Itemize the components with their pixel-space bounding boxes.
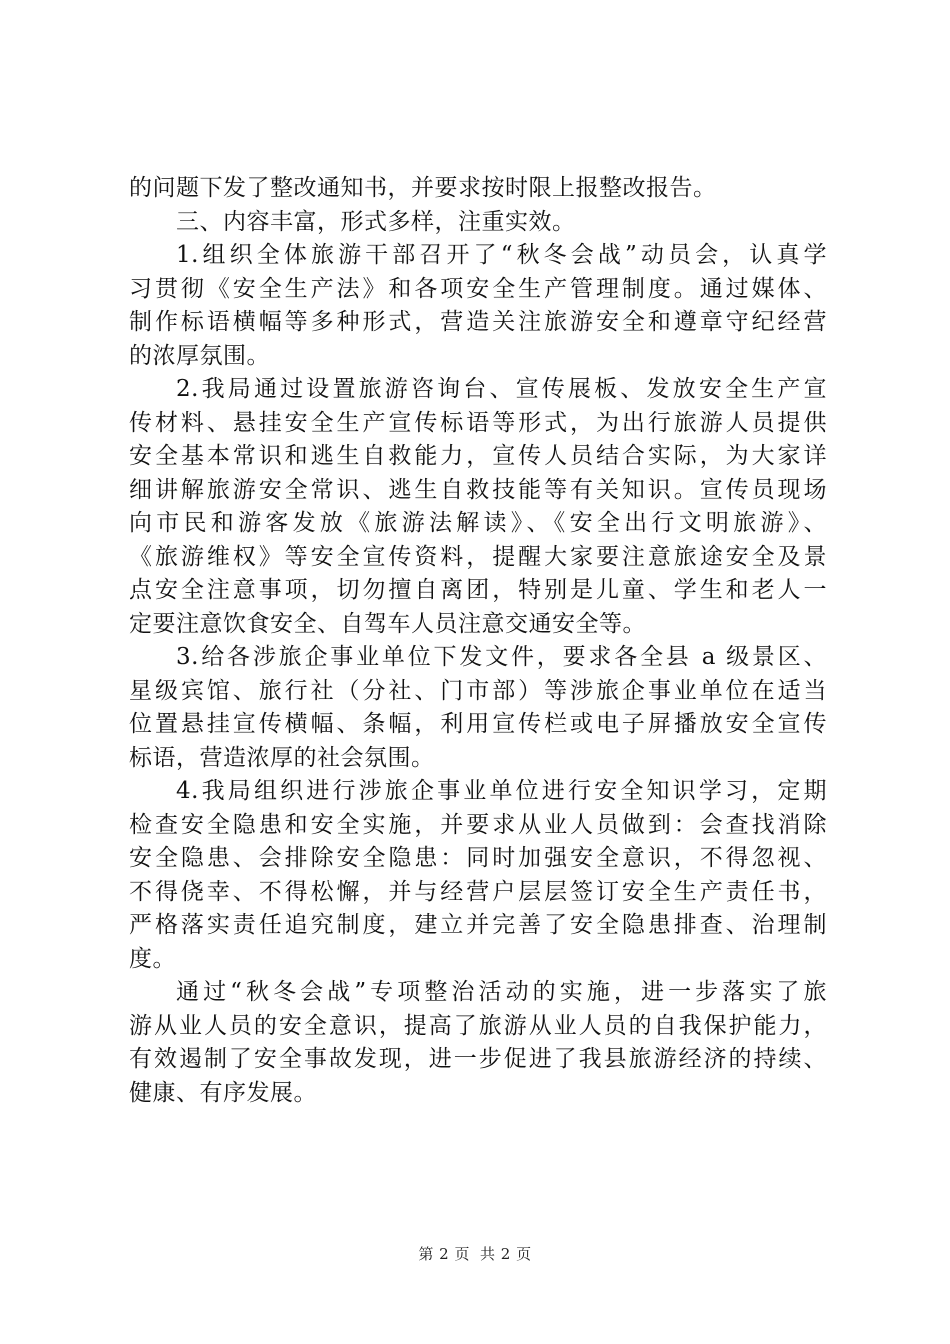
text-line: 细讲解旅游安全常识、逃生自救技能等有关知识。宣传员现场	[129, 476, 827, 503]
page-footer	[0, 1243, 950, 1264]
text-line: 制作标语横幅等多种形式，营造关注旅游安全和遵章守纪经营	[129, 309, 827, 335]
text-line: 的问题下发了整改通知书，并要求按时限上报整改报告。	[129, 175, 717, 201]
text-line: 健康、有序发展。	[129, 1079, 317, 1106]
text-line: 定要注意饮食安全、自驾车人员注意交通安全等。	[129, 610, 646, 637]
document-body	[129, 172, 827, 1110]
text-line: 安全基本常识和逃生自救能力，宣传人员结合实际，为大家详	[129, 443, 827, 469]
text-line: 严格落实责任追究制度，建立并完善了安全隐患排查、治理制	[129, 912, 827, 938]
text-line: 度。	[129, 945, 176, 972]
text-line: 2.我局通过设置旅游咨询台、宣传展板、发放安全生产宣	[176, 376, 827, 402]
text-line: 的浓厚氛围。	[129, 342, 270, 369]
text-line: 4.我局组织进行涉旅企事业单位进行安全知识学习，定期	[176, 778, 827, 804]
text-line: 通过“秋冬会战”专项整治活动的实施，进一步落实了旅	[176, 979, 827, 1005]
text-line: 习贯彻《安全生产法》和各项安全生产管理制度。通过媒体、	[129, 275, 827, 302]
text-line: 标语，营造浓厚的社会氛围。	[129, 744, 435, 771]
text-line: 点安全注意事项，切勿擅自离团，特别是儿童、学生和老人一	[129, 577, 827, 603]
text-line: 检查安全隐患和安全实施，并要求从业人员做到：会查找消除	[129, 811, 827, 838]
text-line: 三、内容丰富，形式多样，注重实效。	[176, 208, 576, 235]
text-line: 1.组织全体旅游干部召开了“秋冬会战”动员会，认真学	[176, 242, 827, 268]
text-line: 不得侥幸、不得松懈，并与经营户层层签订安全生产责任书，	[129, 878, 827, 905]
text-line: 游从业人员的安全意识，提高了旅游从业人员的自我保护能力，	[129, 1012, 827, 1039]
text-line: 传材料、悬挂安全生产宣传标语等形式，为出行旅游人员提供	[129, 409, 827, 436]
page-total: 共 2 页	[480, 1245, 532, 1263]
text-line: 安全隐患、会排除安全隐患：同时加强安全意识，不得忽视、	[129, 845, 827, 871]
text-line: 星级宾馆、旅行社（分社、门市部）等涉旅企事业单位在适当	[129, 677, 827, 704]
text-line: 3.给各涉旅企事业单位下发文件，要求各全县 a 级景区、	[176, 644, 827, 670]
text-line: 位置悬挂宣传横幅、条幅，利用宣传栏或电子屏播放安全宣传	[129, 711, 827, 737]
text-line: 有效遏制了安全事故发现，进一步促进了我县旅游经济的持续、	[129, 1046, 827, 1072]
page-number: 第 2 页	[418, 1245, 470, 1263]
text-line: 向市民和游客发放《旅游法解读》、《安全出行文明旅游》、	[129, 510, 827, 536]
text-line: 《旅游维权》等安全宣传资料，提醒大家要注意旅途安全及景	[129, 543, 827, 570]
